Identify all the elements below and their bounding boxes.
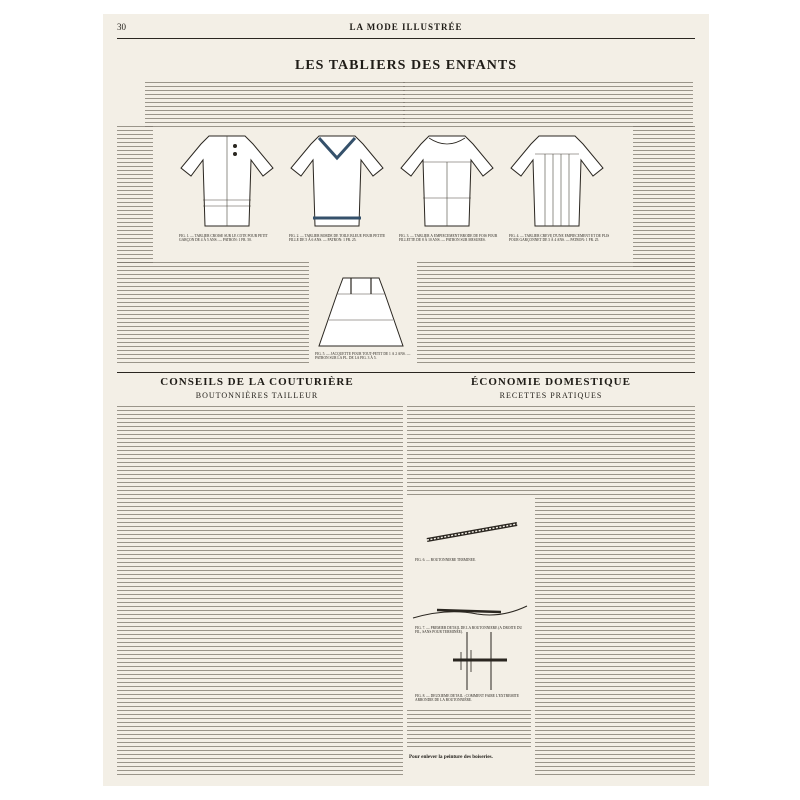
apron-figure-3 <box>399 132 495 228</box>
apron-caption-5: FIG. 5. — JACQUETTE POUR TOUT-PETIT DE 1 À 2 ANS. — PATRON SUR LA PL. DE LA FIG. 3 À 5. <box>315 352 411 361</box>
apron-figure-5 <box>315 276 407 350</box>
right-section-subtitle: RECETTES PRATIQUES <box>499 391 603 400</box>
apron-caption-2: FIG. 2. — TABLIER BORDÉ DE TOILE BLEUE POUR PETITE FILLE DE 5 À 6 ANS. — PATRON: 1 FR. 25. <box>289 234 386 243</box>
couturiere-text <box>117 406 403 776</box>
economie-text-top <box>407 406 695 496</box>
buttonhole-figures <box>407 500 531 706</box>
mid-text-left <box>117 262 309 366</box>
apron-figure-2 <box>289 132 385 228</box>
mid-text-right <box>417 262 695 366</box>
apron-caption-1: FIG. 1. — TABLIER CROISÉ SUR LE CÔTÉ POUR PETIT GARÇON DE 4 À 5 ANS. — PATRON: 1 FR. 50. <box>179 234 268 243</box>
left-section-subtitle: BOUTONNIÈRES TAILLEUR <box>195 391 319 400</box>
section-rule <box>117 372 695 373</box>
intro-text-right <box>403 82 693 130</box>
magazine-title: LA MODE ILLUSTRÉE <box>349 22 463 32</box>
right-section-title: ÉCONOMIE DOMESTIQUE <box>471 376 631 388</box>
economie-text-bottom <box>407 710 531 750</box>
bold-recipe-line: Pour enlever la peinture des boiseries. <box>409 754 493 760</box>
magazine-page <box>103 14 709 786</box>
side-text-left <box>117 126 153 264</box>
page-number: 30 <box>117 22 126 32</box>
header-rule <box>117 38 695 39</box>
apron-caption-4: FIG. 4. — TABLIER CREVÉ D'UNE EMPIÈCEMENT ET DE PLIS POUR GARÇONNET DE 3 À 4 ANS. — PATRON: 1 FR. 25. <box>509 234 610 243</box>
page-header <box>117 22 695 36</box>
buttonhole-caption-6: FIG. 6. — BOUTONNIÈRE TERMINÉE. <box>415 558 477 562</box>
side-text-right <box>633 126 695 268</box>
buttonhole-caption-7: FIG. 7. — PREMIER DÉTAIL DE LA BOUTONNIÈRE (À DROITE DU FIL, SANS POUR TERMINÉE). <box>415 626 523 635</box>
apron-figure-4 <box>509 132 605 228</box>
intro-text-left <box>145 82 405 130</box>
buttonhole-caption-8: FIG. 8. — DEUXIÈME DÉTAIL : COMMENT FAIRE L'EXTRÉMITÉ ARRONDIE DE LA BOUTONNIÈRE. <box>415 694 520 703</box>
left-section-title: CONSEILS DE LA COUTURIÈRE <box>160 376 354 388</box>
main-title: LES TABLIERS DES ENFANTS <box>294 58 518 73</box>
apron-caption-3: FIG. 3. — TABLIER À EMPIÈCEMENT BRODÉ DE FOIS POUR FILLETTE DE 8 À 10 ANS. — PATRON SUR MESURES. <box>399 234 498 243</box>
economie-text-right <box>535 498 695 776</box>
apron-figure-1 <box>179 132 275 228</box>
